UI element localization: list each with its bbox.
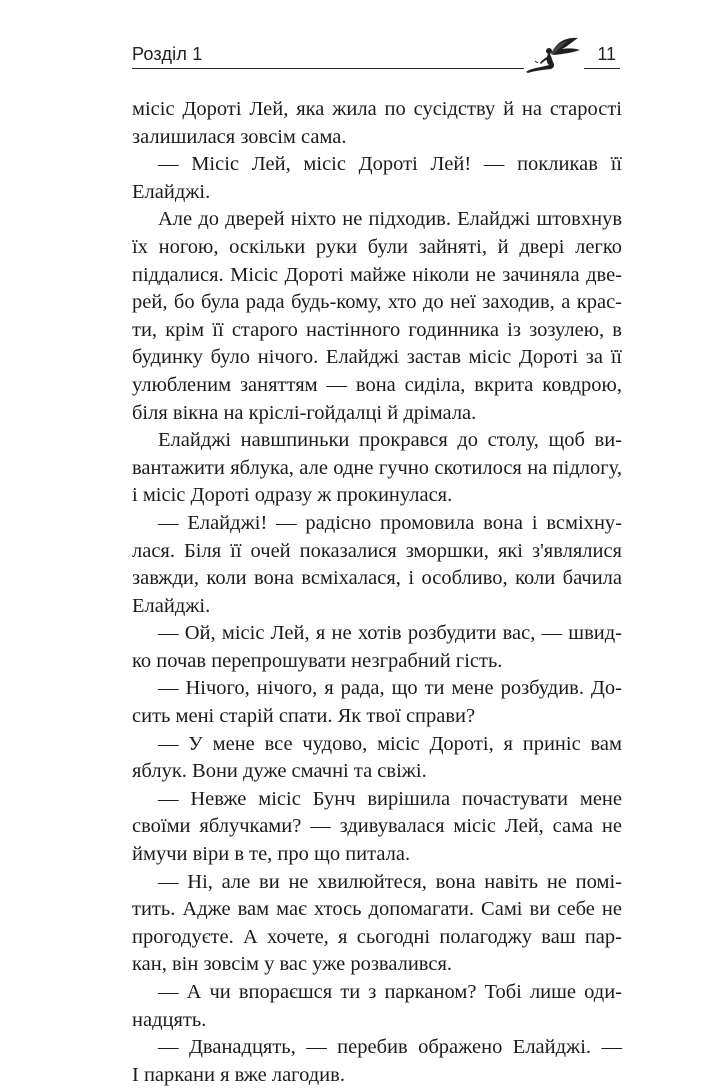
text-line: піддалися. Місіс Дороті майже ніколи не зачиняла две- (132, 263, 622, 286)
header-rule (132, 68, 524, 69)
text-line: Елайджі. (132, 180, 211, 203)
fairy-silhouette-icon (518, 36, 584, 76)
text-line: ти, крім її старого настінного годинника із зозулею, в (132, 318, 622, 341)
text-line: Але до дверей ніхто не підходив. Елайджі штовхнув (158, 208, 622, 231)
text-line: — Елайджі! — радісно промовила вона і всміхну- (158, 511, 622, 534)
body-text (132, 96, 622, 1089)
text-line: біля вікна на кріслі-гойдалці й дрімала. (132, 401, 477, 424)
text-line: вантажити яблука, але одне гучно скотилося на підлогу, (132, 456, 622, 479)
text-line: своїми яблучками? — здивувалася місіс Лей, сама не (132, 815, 622, 838)
text-line: ймучи віри в те, про що питала. (132, 843, 411, 866)
text-line: залишилася зовсім сама. (132, 125, 347, 148)
text-line: місіс Дороті Лей, яка жила по сусідству й на старості (132, 98, 622, 120)
text-line: Елайджі навшпиньки прокрався до столу, щоб ви- (158, 429, 622, 452)
text-line: лася. Біля її очей показалися зморшки, які з'являлися (132, 539, 622, 562)
text-line: І паркани я вже лагодив. (132, 1063, 345, 1086)
text-line: прогодуєте. А хочете, я сьогодні полагоджу ваш пар- (132, 925, 622, 948)
text-line: Елайджі. (132, 594, 211, 617)
text-line: — Ой, місіс Лей, я не хотів розбудити вас, — швид- (158, 622, 622, 645)
text-line: тить. Адже вам має хтось допомагати. Самі ви себе не (132, 898, 622, 921)
text-line: — Невже місіс Бунч вирішила почастувати мене (158, 787, 622, 810)
page-number: 11 (597, 44, 616, 64)
text-line: і місіс Дороті одразу ж прокинулася. (132, 484, 453, 507)
text-line: — Ні, але ви не хвилюйтеся, вона навіть не помі- (158, 870, 622, 893)
text-line: улюбленим заняттям — вона сиділа, вкрита ковдрою, (132, 373, 622, 396)
text-line: рей, бо була рада будь-кому, хто до неї заходив, а крас- (132, 291, 622, 314)
text-line: сить мені старій спати. Як твої справи? (132, 705, 476, 728)
chapter-title: Розділ 1 (132, 44, 203, 64)
text-line: будинку було нічого. Елайджі застав місіс Дороті за її (132, 346, 622, 369)
text-line: — Місіс Лей, місіс Дороті Лей! — покликав її (158, 153, 622, 176)
text-line: кан, він зовсім у вас уже розвалився. (132, 953, 453, 976)
text-line: — Дванадцять, — перебив ображено Елайджі. — (158, 1036, 622, 1059)
text-line: — А чи впораєшся ти з парканом? Тобі лише оди- (158, 981, 622, 1003)
text-line: завжди, коли вона всміхалася, і особливо, коли бачила (132, 567, 622, 590)
text-line: їх ногою, оскільки руки були зайняті, й двері легко (132, 235, 622, 258)
text-line: ко почав перепрошувати незграбний гість. (132, 649, 503, 672)
text-line: — У мене все чудово, місіс Дороті, я приніс вам (158, 732, 622, 755)
text-line: надцять. (132, 1008, 207, 1031)
text-line: яблук. Вони дуже смачні та свіжі. (132, 760, 427, 783)
header-rule-right (584, 68, 620, 69)
text-line: — Нічого, нічого, я рада, що ти мене розбудив. До- (158, 677, 622, 700)
